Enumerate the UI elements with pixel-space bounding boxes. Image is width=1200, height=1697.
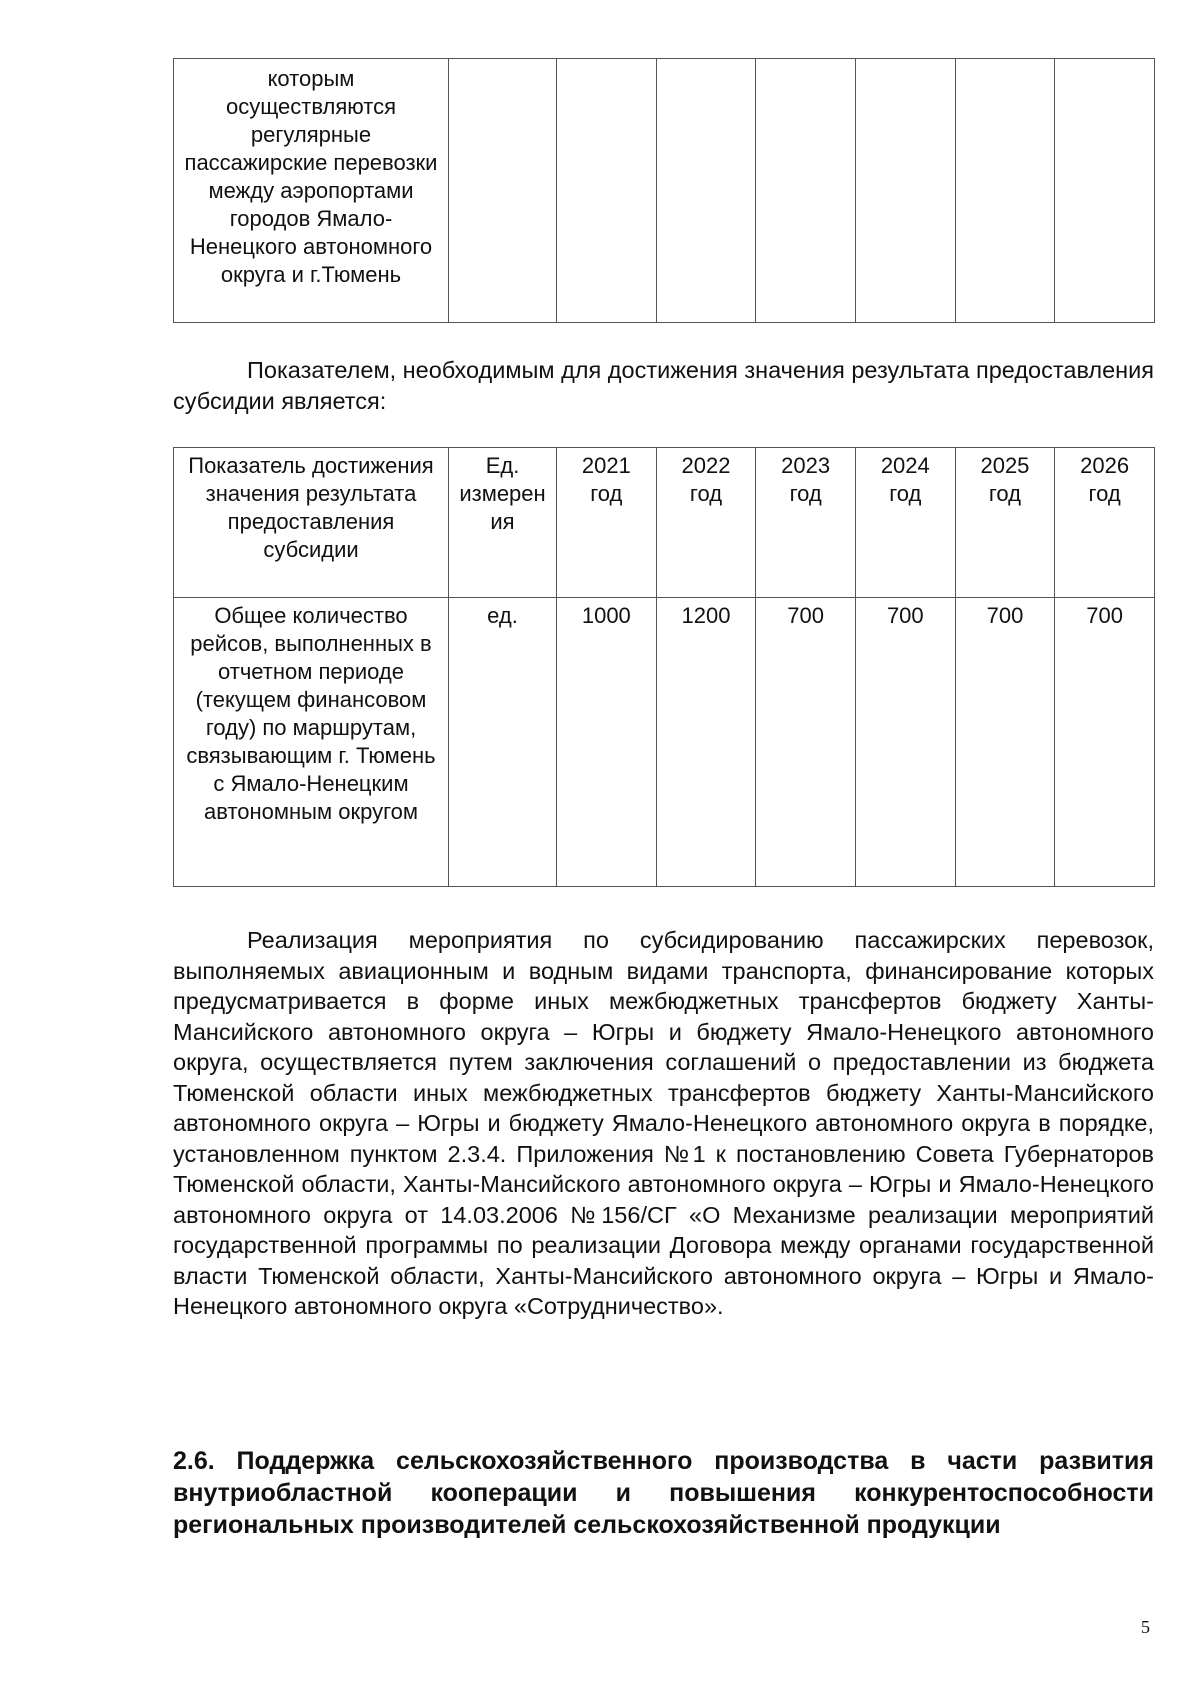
column-header: 2025 год: [955, 448, 1055, 598]
column-header: Ед. измерен ия: [449, 448, 557, 598]
table-cell: 700: [756, 598, 856, 887]
table-cell: 1200: [656, 598, 756, 887]
table-cell: 1000: [557, 598, 657, 887]
table-cell: [1055, 59, 1155, 323]
table-cell: [955, 59, 1055, 323]
table-cell: ед.: [449, 598, 557, 887]
section-heading: 2.6. Поддержка сельскохозяйственного производства в части развития внутриобластной кооперации и повышения конкурентоспособности региональных производителей сельскохозяйственной продукции: [173, 1447, 1154, 1539]
table-cell: 700: [1055, 598, 1155, 887]
table-header-row: [174, 448, 1155, 598]
column-header: 2023 год: [756, 448, 856, 598]
column-header: 2021 год: [557, 448, 657, 598]
table-cell: 700: [955, 598, 1055, 887]
table-row: [174, 598, 1155, 887]
column-header: 2024 год: [855, 448, 955, 598]
table-cell: [557, 59, 657, 323]
column-header: 2026 год: [1055, 448, 1155, 598]
column-header: 2022 год: [656, 448, 756, 598]
table-row: [174, 59, 1155, 323]
table-cell: 700: [855, 598, 955, 887]
indicator-table: [173, 447, 1155, 887]
table-cell: которым осуществляются регулярные пассажирские перевозки между аэропортами городов Ямало-Ненецкого автономного округа и г.Тюмень: [174, 59, 449, 323]
table-cell: Общее количество рейсов, выполненных в отчетном периоде (текущем финансовом году) по маршрутам, связывающим г. Тюмень с Ямало-Ненецким автономным округом: [174, 598, 449, 887]
body-paragraph: Реализация мероприятия по субсидированию пассажирских перевозок, выполняемых авиационным и водным видами транспорта, финансирование которых предусматривается в форме иных межбюджетных трансфертов бюджету Ханты-Мансийского автономного округа – Югры и бюджету Ямало-Ненецкого автономного округа, осуществляется путем заключения соглашений о предоставлении из бюджета Тюменской области иных межбюджетных трансфертов бюджету Ханты-Мансийского автономного округа – Югры и бюджету Ямало-Ненецкого автономного округа в порядке, установленном пунктом 2.3.4. Приложения №1 к постановлению Совета Губернаторов Тюменской области, Ханты-Мансийского автономного округа – Югры и Ямало-Ненецкого автономного округа от 14.03.2006 №156/СГ «О Механизме реализации мероприятий государственной программы по реализации Договора между органами государственной власти Тюменской области, Ханты-Мансийского автономного округа – Югры и Ямало-Ненецкого автономного округа «Сотрудничество».: [173, 927, 1154, 1319]
table-cell: [855, 59, 955, 323]
table-cell: [449, 59, 557, 323]
continued-table: [173, 58, 1155, 323]
table-cell: [656, 59, 756, 323]
page-number: 5: [1141, 1617, 1150, 1637]
intro-paragraph: Показателем, необходимым для достижения значения результата предоставления субсидии является:: [173, 357, 1154, 414]
column-header: Показатель достижения значения результата предоставления субсидии: [174, 448, 449, 598]
table-cell: [756, 59, 856, 323]
